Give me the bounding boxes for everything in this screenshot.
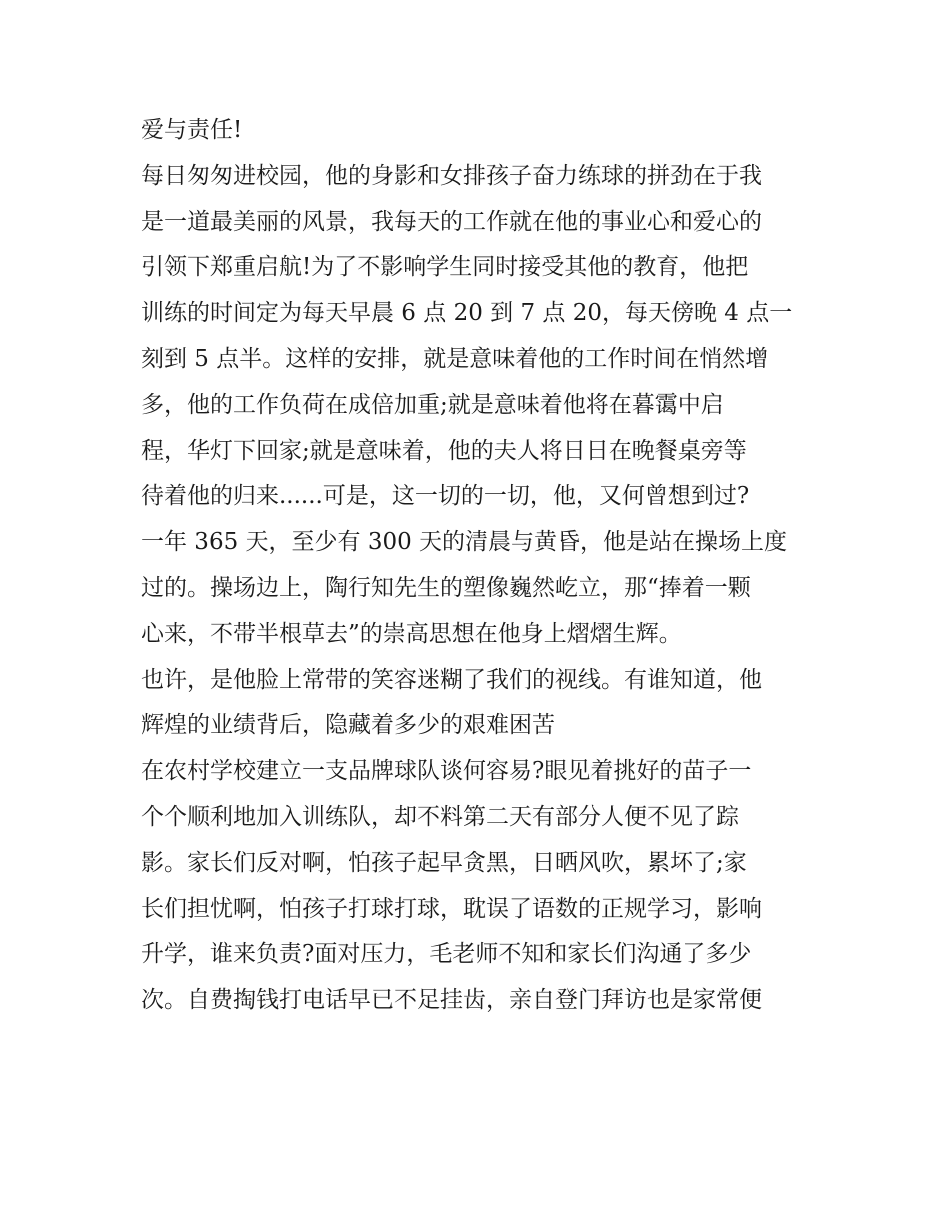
text-line: 长们担忧啊，怕孩子打球打球，耽误了语数的正规学习，影响: [141, 895, 762, 922]
text-line: 个个顺利地加入训练队，却不料第二天有部分人便不见了踪: [141, 803, 739, 830]
text-line: 一年 365 天，至少有 300 天的清晨与黄昏，他是站在操场上度: [141, 529, 788, 556]
text-line: 引领下郑重启航!为了不影响学生同时接受其他的教育，他把: [141, 254, 749, 281]
text-line: 辉煌的业绩背后，隐藏着多少的艰难困苦: [141, 712, 555, 739]
text-line: 升学，谁来负责?面对压力，毛老师不知和家长们沟通了多少: [141, 941, 752, 968]
text-line: 每日匆匆进校园，他的身影和女排孩子奋力练球的拼劲在于我: [141, 162, 762, 189]
body-text: [141, 108, 821, 1024]
text-line: 次。自费掏钱打电话早已不足挂齿，亲自登门拜访也是家常便: [141, 987, 762, 1014]
text-line: 训练的时间定为每天早晨 6 点 20 到 7 点 20，每天傍晚 4 点一: [141, 300, 793, 327]
text-line: 是一道最美丽的风景，我每天的工作就在他的事业心和爱心的: [141, 208, 762, 235]
text-line-title: 爱与责任!: [141, 117, 243, 143]
text-line: 刻到 5 点半。这样的安排，就是意味着他的工作时间在悄然增: [141, 345, 769, 372]
text-line: 影。家长们反对啊，怕孩子起早贪黑，日晒风吹，累坏了;家: [141, 849, 747, 876]
text-line: 待着他的归来......可是，这一切的一切，他，又何曾想到过?: [141, 483, 750, 510]
text-line: 程，华灯下回家;就是意味着，他的夫人将日日在晚餐桌旁等: [141, 437, 747, 464]
text-line: 在农村学校建立一支品牌球队谈何容易?眼见着挑好的苗子一: [141, 758, 752, 785]
text-line: 心来，不带半根草去”的崇高思想在他身上熠熠生辉。: [141, 620, 682, 647]
text-line: 也许，是他脸上常带的笑容迷糊了我们的视线。有谁知道，他: [141, 666, 762, 693]
text-line: 过的。操场边上，陶行知先生的塑像巍然屹立，那“捧着一颗: [141, 574, 751, 601]
text-line: 多，他的工作负荷在成倍加重;就是意味着他将在暮霭中启: [141, 391, 724, 418]
